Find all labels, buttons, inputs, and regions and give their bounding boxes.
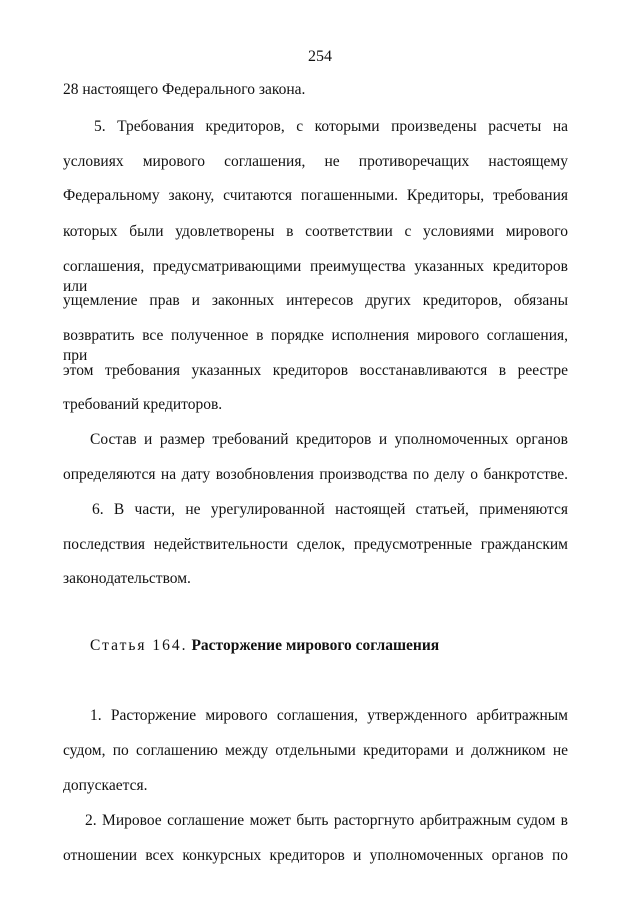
text-line: требований кредиторов. (63, 396, 223, 413)
article-title: Расторжение мирового соглашения (191, 637, 440, 654)
text-line: определяются на дату возобновления производства по делу о банкротстве. (63, 466, 568, 483)
text-line: 6. В части, не урегулированной настоящей статьей, применяются (92, 501, 568, 518)
text-line: отношении всех конкурсных кредиторов и уполномоченных органов по (63, 847, 568, 864)
text-line: которых были удовлетворены в соответствии с условиями мирового (63, 223, 568, 240)
page-number: 254 (308, 48, 332, 65)
article-prefix: Статья 164. (90, 637, 188, 654)
text-line: судом, по соглашению между отдельными кредиторами и должником не (63, 742, 568, 759)
text-line: законодательством. (63, 570, 191, 587)
text-line: ущемление прав и законных интересов других кредиторов, обязаны (63, 292, 568, 309)
text-line: последствия недействительности сделок, предусмотренные гражданским (63, 536, 568, 553)
article-heading (90, 636, 439, 656)
text-line: Состав и размер требований кредиторов и уполномоченных органов (90, 431, 568, 448)
text-line: 2. Мировое соглашение может быть расторгнуто арбитражным судом в (85, 812, 568, 829)
text-line: соглашения, предусматривающими преимущества указанных кредиторов или (63, 258, 568, 295)
text-line: 1. Расторжение мирового соглашения, утвержденного арбитражным (90, 707, 568, 724)
text-line: допускается. (63, 777, 148, 794)
text-line: 28 настоящего Федерального закона. (63, 81, 306, 98)
text-line: условиях мирового соглашения, не противоречащих настоящему (63, 153, 568, 170)
text-line: этом требования указанных кредиторов восстанавливаются в реестре (63, 362, 568, 379)
text-line: Федеральному закону, считаются погашенными. Кредиторы, требования (63, 187, 568, 204)
text-line: возвратить все полученное в порядке исполнения мирового соглашения, при (63, 327, 568, 364)
text-line: 5. Требования кредиторов, с которыми произведены расчеты на (94, 118, 568, 135)
